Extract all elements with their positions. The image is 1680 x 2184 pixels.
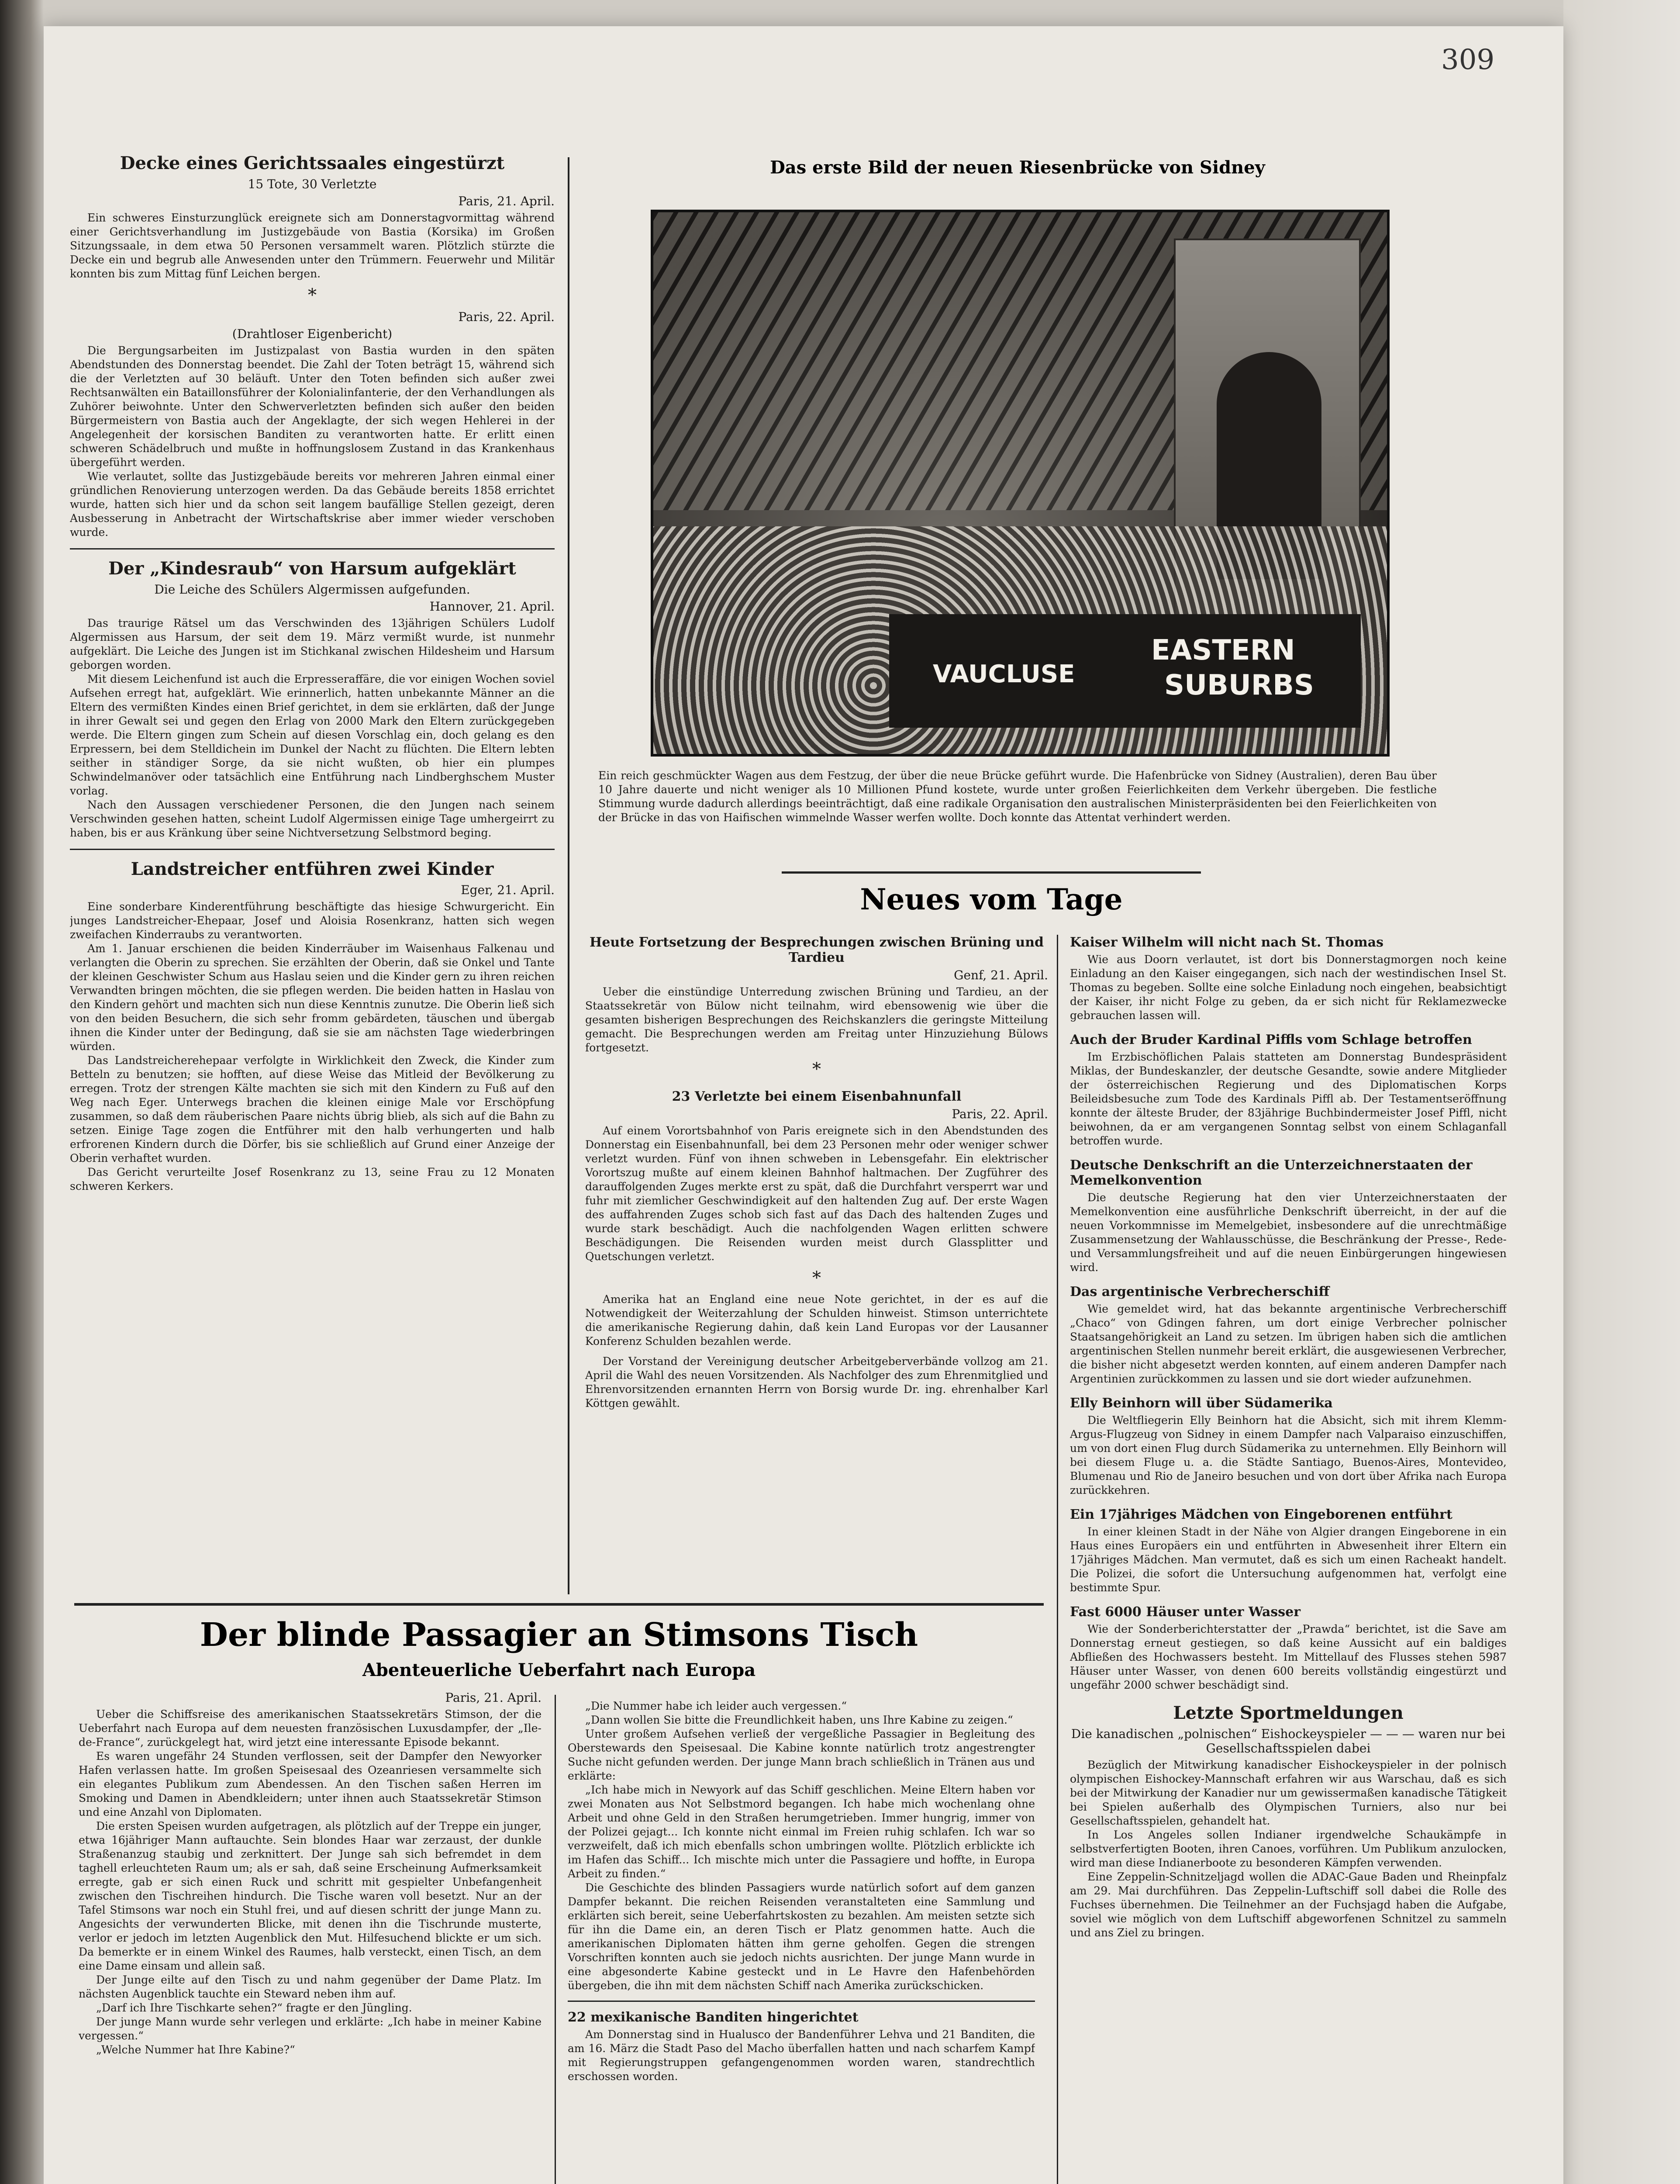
dateline: Paris, 22. April.: [458, 310, 555, 324]
headline: Der „Kindesraub“ von Harsum aufgeklärt: [108, 558, 516, 579]
paragraph: Ueber die einstündige Unterredung zwischen Brüning und Tardieu, an der Staatssekretär von Bülow nicht teilnahm, wird ebensowenig wie über die gesamten bisherigen Besprechungen des Reichskanzlers die geringste Mitteilung gemacht. Die Besprechungen werden am Freitag unter Hinzuziehung Bülows fortgesetzt.: [585, 985, 1048, 1054]
float-sign-left: VAUCLUSE: [933, 660, 1075, 688]
paragraph: Wie verlautet, sollte das Justizgebäude bereits vor mehreren Jahren einmal einer gründlichen Renovierung unterzogen werden. Da das Gebäude bereits 1858 errichtet wurde, hatten sich hier und da schon seit langem baufällige Stellen gezeigt, deren Ausbesserung in Anbetracht der Wirtschaftskrise aber immer wieder verschoben wurde.: [70, 470, 555, 539]
headline: Ein 17jähriges Mädchen von Eingeborenen entführt: [1070, 1507, 1452, 1522]
newspaper-page: [44, 26, 1563, 2184]
paragraph: „Ich habe mich in Newyork auf das Schiff geschlichen. Meine Eltern haben vor zwei Monaten aus Not Selbstmord begangen. Ich habe mich wochenlang ohne Arbeit und ohne Geld in den Straßen herumgetrieben. Immer hungrig, immer von der Polizei gejagt... Ich konnte nicht einmal im Freien ruhig schlafen. Ich war so verzweifelt, daß ich mich ebenfalls schon umbringen wollte. Plötzlich erblickte ich im Hafen das Schiff... Ich mischte mich unter die Passagiere und hoffte, in Europa Arbeit zu finden.“: [568, 1783, 1035, 1880]
paragraph: Die deutsche Regierung hat den vier Unterzeichnerstaaten der Memelkonvention eine ausführliche Denkschrift überreicht, in der auf die neuen Vorkommnisse im Memelgebiet, insbesondere auf die unrechtmäßige Zusammensetzung der Wahlausschüsse, die Beschränkung der Presse-, Rede- und Versammlungsfreiheit und auf die neuen Einbürgerungen hingewiesen wird.: [1070, 1191, 1507, 1274]
feature-subheadline: Abenteuerliche Ueberfahrt nach Europa: [362, 1660, 756, 1680]
separator-star: *: [812, 1059, 821, 1079]
binding-shadow: [0, 0, 44, 2184]
paragraph: Auf einem Vorortsbahnhof von Paris ereignete sich in den Abendstunden des Donnerstag ein Eisenbahnunfall, bei dem 23 Personen mehr oder weniger schwer verletzt wurden. Fünf von ihnen schweben in Lebensgefahr. Ein elektrischer Vorortszug mußte auf einem kleinen Bahnhof haltmachen. Der Zugführer des darauffolgenden Zuges merkte erst zu spät, daß die Durchfahrt versperrt war und fuhr mit ziemlicher Geschwindigkeit auf den haltenden Zug auf. Der erste Wagen des auffahrenden Zuges schob sich fast auf das Dach des haltenden Zuges und wurde stark beschädigt. Auch die nachfolgenden Wagen erlitten schwere Beschädigungen. Die Reisenden wurden meist durch Glassplitter und Quetschungen verletzt.: [585, 1124, 1048, 1263]
dateline: Paris, 21. April.: [458, 194, 555, 208]
paragraph: Die Weltfliegerin Elly Beinhorn hat die Absicht, sich mit ihrem Klemm-Argus-Flugzeug von Sidney in einem Dampfer nach Valparaiso einzuschiffen, um von dort einen Flug durch Südamerika zu unternehmen. Elly Beinhorn will bei diesem Fluge u. a. die Städte Santiago, Buenos-Aires, Montevideo, Blumenau und Rio de Janeiro besuchen und von dort über Afrika nach Europa zurückkehren.: [1070, 1414, 1507, 1496]
headline: Elly Beinhorn will über Südamerika: [1070, 1396, 1333, 1411]
paragraph: Die Geschichte des blinden Passagiers wurde natürlich sofort auf dem ganzen Dampfer bekannt. Die reichen Reisenden veranstalteten eine Sammlung und erklärten sich bereit, seine Ueberfahrtskosten zu bezahlen. Am meisten setzte sich für ihn die Dame ein, an deren Tisch er Platz genommen hatte. Auch die amerikanischen Diplomaten hätten ihm gerne geholfen. Gegen die strengen Vorschriften konnten auch sie jedoch nichts ausrichten. Der junge Mann wurde in eine abgesonderte Kabine gesteckt und in Le Havre den Hafenbehörden übergeben, die ihn mit dem nächsten Schiff nach Amerika zurückschicken.: [568, 1881, 1035, 1992]
paragraph: Das Landstreicherehepaar verfolgte in Wirklichkeit den Zweck, die Kinder zum Betteln zu benutzen; sie hofften, auf diese Weise das Mitleid der Bevölkerung zu erregen. Trotz der strengen Kälte machten sie sich mit den Kindern zu Fuß auf den Weg nach Eger. Unterwegs brachen die kleinen einige Male vor Erschöpfung zusammen, so daß dem räuberischen Paare nichts übrig blieb, als sich auf die Bahn zu setzen. Einige Tage zogen die Entführer mit den halb verhungerten und halb erfrorenen Kindern durch die Dörfer, bis sie schließlich auf Grund einer Anzeige der Oberin verhaftet wurden.: [70, 1054, 555, 1165]
headline: Deutsche Denkschrift an die Unterzeichnerstaaten der Memelkonvention: [1070, 1158, 1473, 1188]
paragraph: Unter großem Aufsehen verließ der vergeßliche Passagier in Begleitung des Oberstewards den Speisesaal. Die Kabine konnte natürlich trotz angestrengter Suche nicht gefunden werden. Der junge Mann brach schließlich in Tränen aus und erklärte:: [568, 1728, 1035, 1782]
paragraph: Die ersten Speisen wurden aufgetragen, als plötzlich auf der Treppe ein junger, etwa 16jähriger Mann auftauchte. Sein blondes Haar war zerzaust, der dunkle Straßenanzug staubig und zerknittert. Der Junge sah sich befremdet in dem taghell erleuchteten Raum um; als er sah, daß seine Erscheinung Aufmerksamkeit erregte, gab er sich einen Ruck und schritt mit gespielter Unbefangenheit zwischen den Tischreihen hindurch. Die Tische waren voll besetzt. Nur an der Tafel Stimsons war noch ein Stuhl frei, und auf diesen schritt der junge Mann zu. Angesichts der verwunderten Blicke, mit denen ihn die Tischrunde musterte, verlor er jedoch im letzten Augenblick den Mut. Hilfesuchend blickte er um sich. Da bemerkte er in einem Winkel des Raumes, halb versteckt, einen Tisch, an dem eine Dame einsam und allein saß.: [79, 1820, 542, 1972]
dateline: Hannover, 21. April.: [429, 599, 555, 614]
paragraph: In Los Angeles sollen Indianer irgendwelche Schaukämpfe in selbstverfertigten Booten, ihren Canoes, vorführen. Um Publikum anzulocken, wird man diese Indianerboote zu besonderen Kämpfen verwenden.: [1070, 1828, 1507, 1869]
headline: Heute Fortsetzung der Besprechungen zwischen Brüning und Tardieu: [590, 935, 1044, 965]
float-sign-right-2: SUBURBS: [1164, 669, 1314, 702]
paragraph: Eine Zeppelin-Schnitzeljagd wollen die ADAC-Gaue Baden und Rheinpfalz am 29. Mai durchführen. Das Zeppelin-Luftschiff soll dabei die Rolle des Fuchses übernehmen. Die Teilnehmer an der Fuchsjagd haben die Aufgabe, soviel wie möglich von dem Luftschiff abgeworfenen Schnitzel zu sammeln und ans Ziel zu bringen.: [1070, 1870, 1507, 1939]
paragraph: Es waren ungefähr 24 Stunden verflossen, seit der Dampfer den Newyorker Hafen verlassen hatte. Im großen Speisesaal des Ozeanriesen versammelte sich ein elegantes Publikum zum Abendessen. An den Tischen saßen Herren im Smoking und Damen in Abendkleidern; unter ihnen auch Staatssekretär Stimson und eine Anzahl von Diplomaten.: [79, 1750, 542, 1818]
paragraph: Amerika hat an England eine neue Note gerichtet, in der es auf die Notwendigkeit der Weiterzahlung der Schulden hinweist. Stimson unterrichtete die amerikanische Regierung dahin, daß kein Land Europas vor der Lausanner Konferenz Schulden bezahlen werde.: [585, 1293, 1048, 1348]
headline: Decke eines Gerichtssaales eingestürzt: [120, 153, 505, 173]
paragraph: Ein schweres Einsturzunglück ereignete sich am Donnerstagvormittag während einer Gerichtsverhandlung im Justizgebäude von Bastia (Korsika) im Großen Sitzungssaale, in dem etwa 50 Personen versammelt waren. Plötzlich stürzte die Decke ein und begrub alle Anwesenden unter den Trümmern. Feuerwehr und Militär konnten bis zum Mittag fünf Leichen bergen.: [70, 211, 555, 280]
headline: Kaiser Wilhelm will nicht nach St. Thomas: [1070, 935, 1384, 950]
paragraph: Nach den Aussagen verschiedener Personen, die den Jungen nach seinem Verschwinden gesehen hatten, scheint Ludolf Algermissen einige Tage umhergeirrt zu haben, bis er aus Kränkung über seine Nichtversetzung Selbstmord beging.: [70, 798, 555, 839]
paragraph: Wie aus Doorn verlautet, ist dort bis Donnerstagmorgen noch keine Einladung an den Kaiser eingegangen, sich nach der westindischen Insel St. Thomas zu begeben. Sollte eine solche Einladung noch eingehen, beabsichtigt der Kaiser, ihr nicht Folge zu geben, da er sich nicht für Reklamezwecke gebrauchen lassen will.: [1070, 953, 1507, 1022]
dateline: Genf, 21. April.: [954, 968, 1048, 982]
headline: Letzte Sportmeldungen: [1173, 1703, 1404, 1723]
paragraph: In einer kleinen Stadt in der Nähe von Algier drangen Eingeborene in ein Haus eines Europäers ein und entführten in Abwesenheit ihrer Eltern ein 17jähriges Mädchen. Man vermutet, daß es sich um einen Racheakt handelt. Die Polizei, die sofort die Untersuchung aufgenommen hat, verfolgt eine bestimmte Spur.: [1070, 1525, 1507, 1594]
feature-column-1: [79, 1690, 542, 2184]
divider: [70, 548, 555, 549]
float-sign-right-1: EASTERN: [1151, 634, 1295, 667]
paragraph: Eine sonderbare Kinderentführung beschäftigte das hiesige Schwurgericht. Ein junges Landstreicher-Ehepaar, Josef und Aloisia Rosenkranz, hatten sich wegen zweifachen Kinderraubs zu verantworten.: [70, 900, 555, 941]
article-vagrants: [70, 859, 555, 1193]
subheadline: Die kanadischen „polnischen“ Eishockeyspieler — — — waren nur bei Gesellschaftsspielen dabei: [1071, 1727, 1506, 1755]
photo-caption: Ein reich geschmückter Wagen aus dem Festzug, der über die neue Brücke geführt wurde. Die Hafenbrücke von Sidney (Australien), deren Bau über 10 Jahre dauerte und nicht weniger als 10 Millionen Pfund kostete, wurde unter großen Feierlichkeiten dem Verkehr übergeben. Die festliche Stimmung wurde dadurch allerdings beeinträchtigt, daß eine radikale Organisation den australischen Ministerpräsidenten bei den Feierlichkeiten von der Brücke in das von Haifischen wimmelnde Wasser werfen wollte. Doch konnte das Attentat verhindert werden.: [598, 769, 1437, 824]
paragraph: Am Donnerstag sind in Hualusco der Bandenführer Lehva und 21 Banditen, die am 16. März die Stadt Paso del Macho überfallen hatten und nach scharfem Kampf mit Regierungstruppen gefangengenommen worden waren, standrechtlich erschossen worden.: [568, 2028, 1035, 2083]
paragraph: Am 1. Januar erschienen die beiden Kinderräuber im Waisenhaus Falkenau und verlangten die Oberin zu sprechen. Sie erzählten der Oberin, daß sie Onkel und Tante der kleinen Geschwister Schum aus Haslau seien und die Kinder gern zu ihren reichen Verwandten bringen möchten, die sie pflegen werden. Die beiden hatten in Haslau von den Kindern gehört und machten sich nun diese Kenntnis zunutze. Die Oberin ließ sich von den beiden Besuchern, die sich sehr fromm gebärdeten, täuschen und übergab ihnen die Kinder unter der Bedingung, daß sie sie am nächsten Tage wiederbringen würden.: [70, 942, 555, 1053]
headline: Fast 6000 Häuser unter Wasser: [1070, 1604, 1301, 1620]
section-rule: [782, 871, 1201, 874]
column-rule: [568, 157, 569, 1594]
source-note: (Drahtloser Eigenbericht): [232, 327, 393, 341]
paragraph: Bezüglich der Mitwirkung kanadischer Eishockeyspieler in der polnisch olympischen Eishockey-Mannschaft erfahren wir aus Warschau, daß es sich bei der Mitwirkung der Kanadier nur um gewissermaßen kanadische Tätigkeit bei Spielen außerhalb des Olympischen Turniers, also nur bei Gesellschaftsspielen, gehandelt hat.: [1070, 1759, 1507, 1827]
page-margin: [1563, 0, 1680, 2184]
section-rule: [74, 1603, 1044, 1606]
headline: Das argentinische Verbrecherschiff: [1070, 1284, 1330, 1299]
paragraph: Der junge Mann wurde sehr verlegen und erklärte: „Ich habe in meiner Kabine vergessen.“: [79, 2015, 542, 2042]
separator-star: *: [812, 1268, 821, 1288]
headline: Auch der Bruder Kardinal Piffls vom Schlage betroffen: [1070, 1032, 1472, 1047]
subheadline: Die Leiche des Schülers Algermissen aufgefunden.: [154, 582, 470, 597]
separator-star: *: [308, 285, 317, 305]
feature-column-2: [568, 1699, 1035, 2184]
photo-headline: Das erste Bild der neuen Riesenbrücke von Sidney: [770, 157, 1265, 178]
paragraph: Wie gemeldet wird, hat das bekannte argentinische Verbrecherschiff „Chaco“ von Gdingen fahren, um dort einige Verbrecher polnischer Staatsangehörigkeit an Land zu setzen. Im übrigen haben sich die amtlichen argentinischen Stellen nunmehr bereit erklärt, die ausgewiesenen Verbrecher, die bisher nicht abgesetzt werden konnten, auf einem anderen Dampfer nach Argentinien zurückkommen zu lassen und sie dort wieder aufzunehmen.: [1070, 1303, 1507, 1385]
column-rule: [1057, 935, 1058, 2184]
paragraph: „Welche Nummer hat Ihre Kabine?“: [96, 2043, 295, 2056]
column-rule: [555, 1695, 556, 2184]
paragraph: Ueber die Schiffsreise des amerikanischen Staatssekretärs Stimson, der die Ueberfahrt nach Europa auf dem neuesten französischen Luxusdampfer, der „Ile-de-France“, zurückgelegt hat, wird jetzt eine interessante Episode bekannt.: [79, 1708, 542, 1749]
paragraph: Das traurige Rätsel um das Verschwinden des 13jährigen Schülers Ludolf Algermissen aus Harsum, der seit dem 19. März vermißt wurde, ist nunmehr aufgeklärt. Die Leiche des Jungen ist im Stichkanal zwischen Hildesheim und Harsum geborgen worden.: [70, 617, 555, 671]
paragraph: Der Junge eilte auf den Tisch zu und nahm gegenüber der Dame Platz. Im nächsten Augenblick tauchte ein Steward neben ihm auf.: [79, 1973, 542, 2000]
feature-headline: Der blinde Passagier an Stimsons Tisch: [200, 1616, 918, 1654]
divider: [568, 2001, 1035, 2002]
dateline: Paris, 22. April.: [952, 1107, 1048, 1121]
headline: Landstreicher entführen zwei Kinder: [131, 859, 494, 879]
page-number: 309: [1441, 44, 1495, 76]
dateline: Eger, 21. April.: [461, 883, 555, 897]
paragraph: Die Bergungsarbeiten im Justizpalast von Bastia wurden in den späten Abendstunden des Donnerstag beendet. Die Zahl der Toten beträgt 15, während sich die der Verletzten auf 30 beläuft. Unter den Toten befinden sich außer zwei Rechtsanwälten ein Bataillonsführer der Kolonialinfanterie, der den Verhandlungen als Zuhörer beiwohnte. Unter den Schwerverletzten befinden sich außer den beiden Bürgermeistern von Bastia auch der Angeklagte, der sich wegen Hehlerei in der Angelegenheit der korsischen Banditen zu verantworten hatte. Er erlitt einen schweren Schädelbruch und mußte in hoffnungslosem Zustand in das Krankenhaus übergeführt werden.: [70, 344, 555, 469]
section-title: Neues vom Tage: [860, 882, 1123, 916]
headline: 23 Verletzte bei einem Eisenbahnunfall: [672, 1089, 962, 1104]
column-right: [1070, 935, 1507, 2184]
paragraph: Wie der Sonderberichterstatter der „Prawda“ berichtet, ist die Save am Donnerstag erneut gestiegen, so daß keine Aussicht auf ein baldiges Abfließen des Hochwassers besteht. Im Mittellauf des Flusses stehen 5987 Häuser unter Wasser, von denen 600 bereits vollständig eingestürzt und ungefähr 2000 schwer beschädigt sind.: [1070, 1623, 1507, 1691]
dateline: Paris, 21. April.: [445, 1690, 542, 1705]
subheadline: 15 Tote, 30 Verletzte: [248, 177, 377, 191]
column-left: [70, 153, 555, 1634]
paragraph: „Darf ich Ihre Tischkarte sehen?“ fragte er den Jüngling.: [96, 2001, 412, 2014]
bridge-photo: [651, 210, 1390, 757]
article-ceiling-collapse: [70, 153, 555, 539]
paragraph: Mit diesem Leichenfund ist auch die Erpresseraffäre, die vor einigen Wochen soviel Aufsehen erregt hat, aufgeklärt. Wie erinnerlich, hatten unbekannte Männer an die Eltern des vermißten Kindes einen Brief gerichtet, in dem sie erklärten, daß der Junge in ihrer Gewalt sei und gegen den Erlag von 2000 Mark den Eltern zurückgegeben werde. Die Eltern gingen zum Schein auf diesen Vorschlag ein, doch gelang es den Erpressern, bei dem Stelldichein im Dunkel der Nacht zu flüchten. Die Eltern lebten seither in ständiger Sorge, da sie nicht wußten, ob hier ein plumpes Schwindelmanöver oder tatsächlich eine Entführung nach Lindberghschem Muster vorlag.: [70, 673, 555, 797]
paragraph: Das Gericht verurteilte Josef Rosenkranz zu 13, seine Frau zu 12 Monaten schweren Kerkers.: [70, 1166, 555, 1192]
paragraph: Im Erzbischöflichen Palais statteten am Donnerstag Bundespräsident Miklas, der Bundeskanzler, der deutsche Gesandte, sowie andere Mitglieder der österreichischen Regierung und des Diplomatischen Korps Beileidsbesuche zum Tode des Kardinals Piffl ab. Der Testamentseröffnung konnte der älteste Bruder, der 83jährige Buchbindermeister Josef Piffl, nicht beiwohnen, da er am vergangenen Sonntag selbst von einem Schlaganfall betroffen wurde.: [1070, 1051, 1507, 1147]
column-middle: [585, 935, 1048, 1603]
headline: 22 mexikanische Banditen hingerichtet: [568, 2010, 859, 2025]
paragraph: „Die Nummer habe ich leider auch vergessen.“: [585, 1700, 847, 1712]
divider: [70, 849, 555, 850]
article-harsum: [70, 558, 555, 840]
paragraph: „Dann wollen Sie bitte die Freundlichkeit haben, uns Ihre Kabine zu zeigen.“: [585, 1714, 1013, 1726]
paragraph: Der Vorstand der Vereinigung deutscher Arbeitgeberverbände vollzog am 21. April die Wahl des neuen Vorsitzenden. Als Nachfolger des zum Ehrenmitglied und Ehrenvorsitzenden ernannten Herrn von Borsig wurde Dr. ing. ehrenhalber Karl Köttgen gewählt.: [585, 1355, 1048, 1410]
